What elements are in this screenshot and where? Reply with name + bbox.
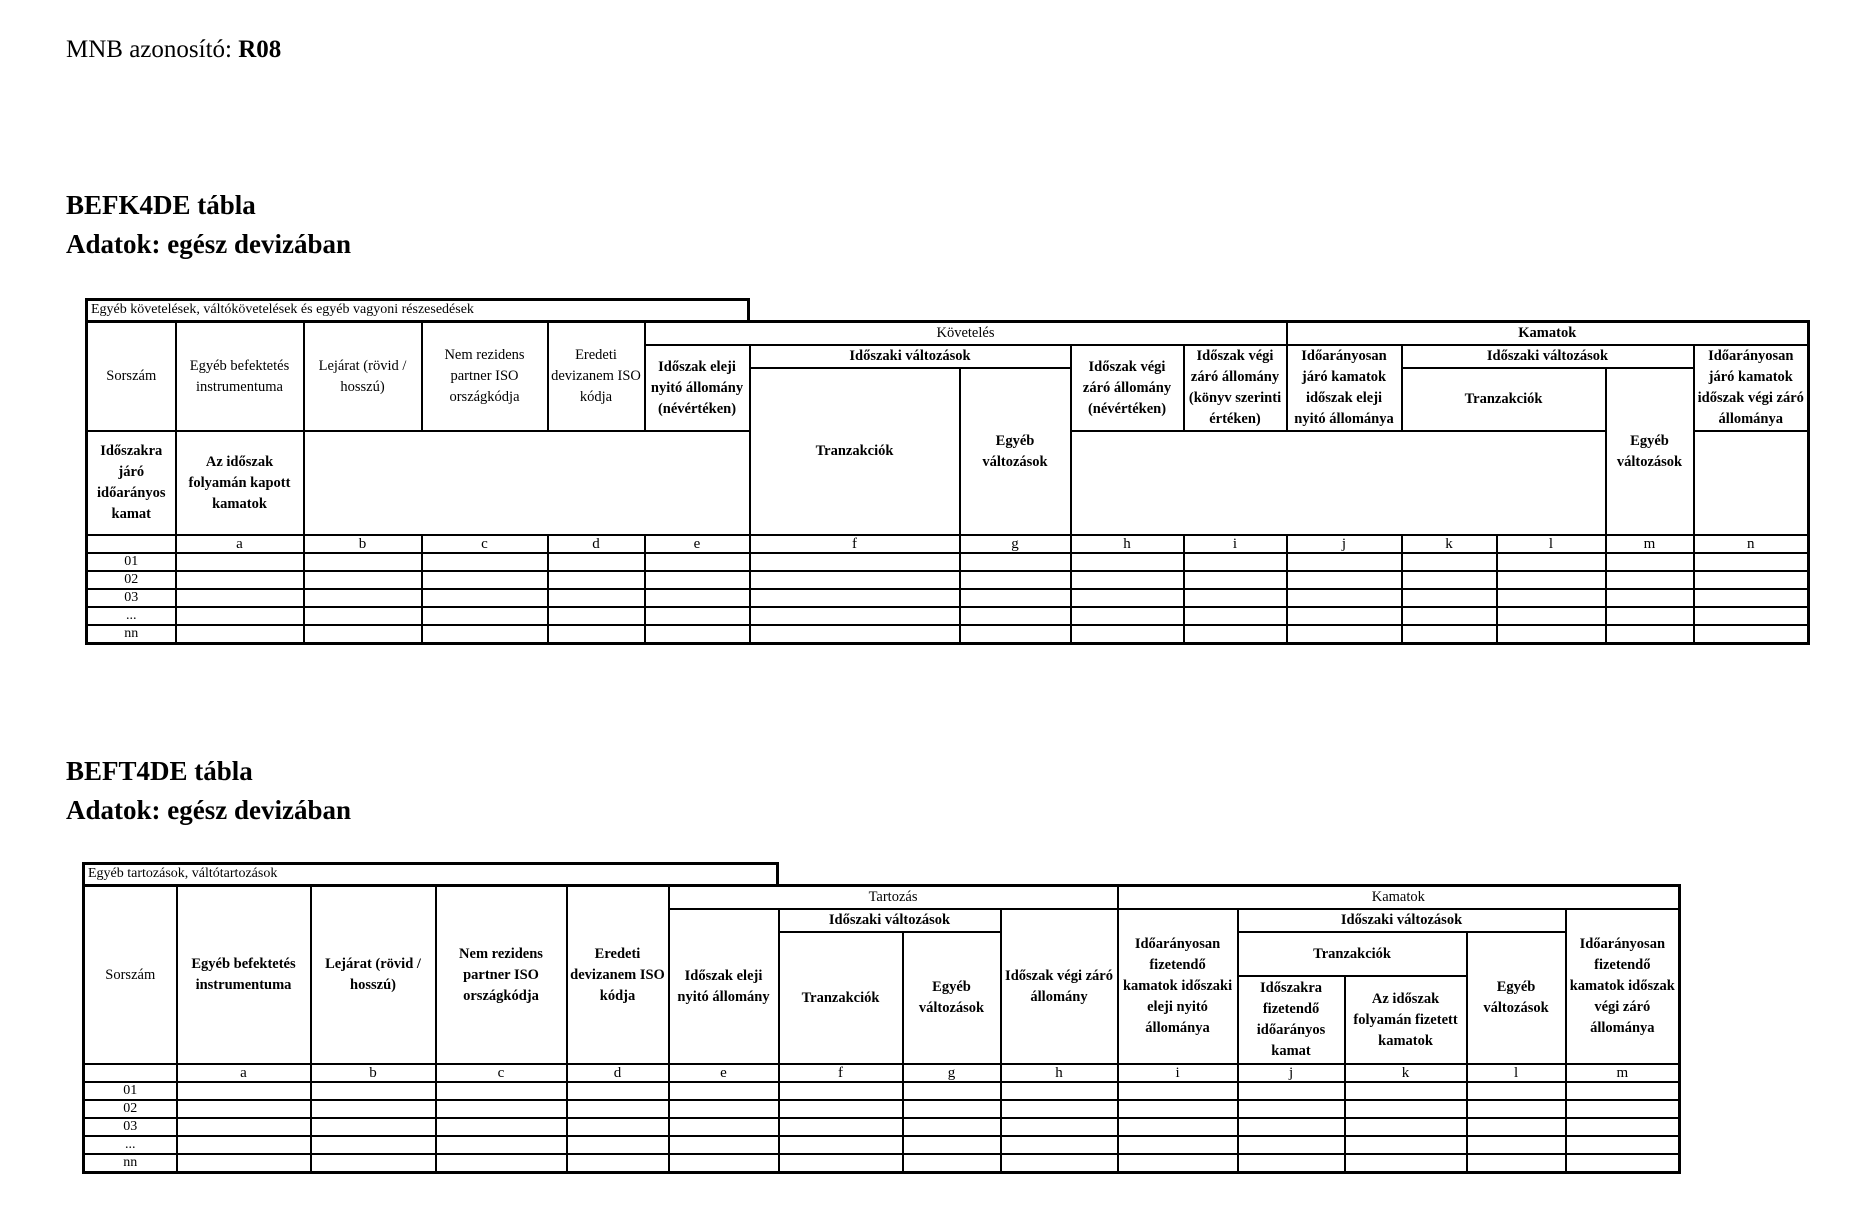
t2-cell-i[interactable] [1118,1118,1238,1136]
table2-frame-label: Egyéb tartozások, váltótartozások [82,862,779,886]
t2-cell-d[interactable] [567,1118,669,1136]
t2-cell-a[interactable] [177,1118,311,1136]
t2-cell-g[interactable] [903,1154,1001,1173]
t1-cell-i[interactable] [1184,589,1287,607]
t2-row-label: nn [84,1154,177,1173]
t2-col-i: Időarányosan fizetendő kamatok időszaki eleji nyitó állománya [1118,909,1238,1064]
mnb-code: R08 [238,36,282,63]
t1-col-sorszam: Sorszám [87,322,176,432]
table-row [87,625,1809,644]
t1-cell-l[interactable] [1497,625,1606,644]
t1-cell-e[interactable] [645,571,750,589]
table-row [84,1154,1680,1173]
t1-cell-h[interactable] [1071,553,1184,571]
t1-cell-b[interactable] [304,571,422,589]
t2-col-b: Lejárat (rövid / hosszú) [311,886,436,1065]
t2-cell-b[interactable] [311,1136,436,1154]
table-row [87,571,1809,589]
t2-cell-h[interactable] [1001,1154,1118,1173]
t1-cell-n[interactable] [1694,625,1809,644]
table1-frame-label: Egyéb követelések, váltókövetelések és egyéb vagyoni részesedések [85,298,750,322]
t1-col-a: Egyéb befektetés instrumentuma [176,322,304,432]
t2-cell-c[interactable] [436,1118,567,1136]
t2-letter-empty [84,1064,177,1082]
t2-cell-k[interactable] [1345,1082,1467,1100]
t2-col-g: Egyéb változások [903,932,1001,1064]
t2-cell-m[interactable] [1566,1136,1680,1154]
t1-letter-m: m [1606,535,1694,553]
t2-cell-c[interactable] [436,1082,567,1100]
t2-cell-j[interactable] [1238,1100,1345,1118]
t1-letter-d: d [548,535,645,553]
t1-cell-b[interactable] [304,589,422,607]
t1-letter-h: h [1071,535,1184,553]
t1-cell-l[interactable] [1497,607,1606,625]
t2-cell-d[interactable] [567,1100,669,1118]
t1-cell-n[interactable] [1694,607,1809,625]
t1-cell-j[interactable] [1287,589,1402,607]
table2-grid [82,884,1681,1174]
t2-row-label: 03 [84,1118,177,1136]
t2-letter-a: a [177,1064,311,1082]
t2-cell-k[interactable] [1345,1136,1467,1154]
t1-cell-j[interactable] [1287,571,1402,589]
t1-cell-k[interactable] [1402,571,1497,589]
t1-cell-d[interactable] [548,625,645,644]
t2-cell-f[interactable] [779,1136,903,1154]
t1-cell-k[interactable] [1402,607,1497,625]
t1-cell-h[interactable] [1071,607,1184,625]
t1-row-label: 03 [87,589,176,607]
t2-col-d: Eredeti devizanem ISO kódja [567,886,669,1065]
t2-cell-c[interactable] [436,1100,567,1118]
t1-cell-n[interactable] [1694,589,1809,607]
t2-cell-j[interactable] [1238,1118,1345,1136]
t1-col-d: Eredeti devizanem ISO kódja [548,322,645,432]
t2-col-c: Nem rezidens partner ISO országkódja [436,886,567,1065]
t2-letter-i: i [1118,1064,1238,1082]
t1-cell-m[interactable] [1606,607,1694,625]
t1-cell-d[interactable] [548,607,645,625]
t1-cell-e[interactable] [645,589,750,607]
t2-letter-f: f [779,1064,903,1082]
t1-sub-transactions: Tranzakciók [1402,368,1606,431]
table1-subtitle: Adatok: egész devizában [66,229,351,259]
t1-letter-i: i [1184,535,1287,553]
t1-cell-l[interactable] [1497,571,1606,589]
t1-cell-h[interactable] [1071,571,1184,589]
t2-letter-m: m [1566,1064,1680,1082]
t2-sub-periodic-2: Időszaki változások [1238,909,1566,932]
t1-row-label: 01 [87,553,176,571]
t1-cell-b[interactable] [304,607,422,625]
t1-cell-a[interactable] [176,553,304,571]
t2-cell-i[interactable] [1118,1082,1238,1100]
t2-cell-g[interactable] [903,1136,1001,1154]
t2-cell-e[interactable] [669,1136,779,1154]
t1-col-h: Időszak végi záró állomány (névértéken) [1071,345,1184,431]
t1-cell-g[interactable] [960,625,1071,644]
t1-cell-f[interactable] [750,553,960,571]
t2-row-label: 02 [84,1100,177,1118]
t2-letter-c: c [436,1064,567,1082]
t1-sub-periodic: Időszaki változások [750,345,1071,368]
t2-cell-e[interactable] [669,1154,779,1173]
table-row [84,1100,1680,1118]
t2-letter-h: h [1001,1064,1118,1082]
t2-group-interest: Kamatok [1118,886,1680,910]
table-row [87,589,1809,607]
t1-cell-g[interactable] [960,589,1071,607]
table1-grid [85,320,1810,645]
t1-cell-k[interactable] [1402,553,1497,571]
t1-row-label: nn [87,625,176,644]
t1-col-b: Lejárat (rövid / hosszú) [304,322,422,432]
t2-sub-periodic: Időszaki változások [779,909,1001,932]
t1-cell-e[interactable] [645,553,750,571]
t1-cell-c[interactable] [422,607,548,625]
t2-cell-j[interactable] [1238,1082,1345,1100]
t2-col-e: Időszak eleji nyitó állomány [669,909,779,1064]
t2-cell-h[interactable] [1001,1136,1118,1154]
t1-group-main: Követelés [645,322,1287,346]
t2-cell-f[interactable] [779,1118,903,1136]
table-row [87,607,1809,625]
t2-cell-b[interactable] [311,1154,436,1173]
t1-letter-g: g [960,535,1071,553]
t1-cell-g[interactable] [960,607,1071,625]
t1-cell-i[interactable] [1184,571,1287,589]
t1-group-interest: Kamatok [1287,322,1809,346]
t2-cell-i[interactable] [1118,1136,1238,1154]
t1-letter-n: n [1694,535,1809,553]
t2-sub-transactions: Tranzakciók [1238,932,1467,976]
t2-cell-d[interactable] [567,1082,669,1100]
t2-letter-k: k [1345,1064,1467,1082]
t1-col-f: Tranzakciók [750,368,960,535]
t1-cell-g[interactable] [960,571,1071,589]
t1-cell-f[interactable] [750,589,960,607]
t1-cell-b[interactable] [304,553,422,571]
t2-cell-l[interactable] [1467,1154,1566,1173]
t2-row-label: 01 [84,1082,177,1100]
mnb-prefix: MNB azonosító: [66,36,232,63]
t1-cell-l[interactable] [1497,553,1606,571]
t2-letter-b: b [311,1064,436,1082]
t1-letter-b: b [304,535,422,553]
t2-cell-a[interactable] [177,1100,311,1118]
t1-cell-a[interactable] [176,607,304,625]
t2-cell-h[interactable] [1001,1118,1118,1136]
t1-cell-g[interactable] [960,553,1071,571]
t2-cell-h[interactable] [1001,1100,1118,1118]
t2-cell-m[interactable] [1566,1154,1680,1173]
t1-cell-m[interactable] [1606,625,1694,644]
t1-col-n: Időarányosan járó kamatok időszak végi záró állománya [1694,345,1809,431]
t1-sub-periodic-2: Időszaki változások [1402,345,1694,368]
t1-col-i: Időszak végi záró állomány (könyv szerinti értéken) [1184,345,1287,431]
t2-letter-l: l [1467,1064,1566,1082]
table-row [84,1118,1680,1136]
t2-cell-h[interactable] [1001,1082,1118,1100]
t2-letter-g: g [903,1064,1001,1082]
t2-cell-k[interactable] [1345,1100,1467,1118]
table1-title: BEFK4DE tábla [66,190,256,220]
t1-cell-f[interactable] [750,571,960,589]
t1-cell-e[interactable] [645,625,750,644]
t1-letter-empty [87,535,176,553]
t2-cell-g[interactable] [903,1118,1001,1136]
t1-row-label: 02 [87,571,176,589]
t1-cell-j[interactable] [1287,607,1402,625]
t1-cell-i[interactable] [1184,553,1287,571]
t2-cell-c[interactable] [436,1136,567,1154]
t1-cell-i[interactable] [1184,625,1287,644]
t2-cell-l[interactable] [1467,1100,1566,1118]
table-row [84,1082,1680,1100]
t1-letter-a: a [176,535,304,553]
t1-col-m: Egyéb változások [1606,368,1694,535]
t1-col-j: Időarányosan járó kamatok időszak eleji nyitó állománya [1287,345,1402,431]
t1-cell-d[interactable] [548,589,645,607]
t2-cell-a[interactable] [177,1136,311,1154]
t1-cell-c[interactable] [422,553,548,571]
t2-cell-k[interactable] [1345,1118,1467,1136]
t1-letter-k: k [1402,535,1497,553]
t2-cell-m[interactable] [1566,1082,1680,1100]
t1-col-k: Időszakra járó időarányos kamat [87,431,176,535]
t2-letter-j: j [1238,1064,1345,1082]
t1-cell-k[interactable] [1402,625,1497,644]
t2-col-m: Időarányosan fizetendő kamatok időszak végi záró állománya [1566,909,1680,1064]
t2-cell-f[interactable] [779,1154,903,1173]
t2-cell-m[interactable] [1566,1118,1680,1136]
t2-cell-k[interactable] [1345,1154,1467,1173]
t1-cell-c[interactable] [422,625,548,644]
t2-letter-d: d [567,1064,669,1082]
t1-letter-l: l [1497,535,1606,553]
t1-cell-m[interactable] [1606,571,1694,589]
t1-cell-a[interactable] [176,571,304,589]
t2-col-k: Az időszak folyamán fizetett kamatok [1345,976,1467,1064]
t1-letter-e: e [645,535,750,553]
t2-cell-e[interactable] [669,1082,779,1100]
t1-cell-m[interactable] [1606,553,1694,571]
t2-cell-d[interactable] [567,1154,669,1173]
t2-cell-g[interactable] [903,1082,1001,1100]
t1-cell-d[interactable] [548,553,645,571]
t1-col-g: Egyéb változások [960,368,1071,535]
t2-cell-m[interactable] [1566,1100,1680,1118]
t2-cell-a[interactable] [177,1154,311,1173]
t1-cell-b[interactable] [304,625,422,644]
t2-col-a: Egyéb befektetés instrumentuma [177,886,311,1065]
t2-group-main: Tartozás [669,886,1118,910]
t2-cell-j[interactable] [1238,1154,1345,1173]
t2-col-l: Egyéb változások [1467,932,1566,1064]
t2-cell-g[interactable] [903,1100,1001,1118]
t1-col-e: Időszak eleji nyitó állomány (névértéken) [645,345,750,431]
t1-cell-n[interactable] [1694,553,1809,571]
t1-cell-a[interactable] [176,625,304,644]
t2-col-f: Tranzakciók [779,932,903,1064]
t2-cell-l[interactable] [1467,1136,1566,1154]
t1-cell-f[interactable] [750,607,960,625]
t2-cell-a[interactable] [177,1082,311,1100]
t2-col-h: Időszak végi záró állomány [1001,909,1118,1064]
t1-cell-c[interactable] [422,571,548,589]
t2-cell-i[interactable] [1118,1154,1238,1173]
t2-cell-d[interactable] [567,1136,669,1154]
t2-col-sorszam: Sorszám [84,886,177,1065]
t2-cell-l[interactable] [1467,1082,1566,1100]
t1-cell-d[interactable] [548,571,645,589]
t2-cell-e[interactable] [669,1100,779,1118]
t1-cell-j[interactable] [1287,625,1402,644]
t1-cell-h[interactable] [1071,589,1184,607]
t1-cell-a[interactable] [176,589,304,607]
t2-letter-e: e [669,1064,779,1082]
t1-cell-n[interactable] [1694,571,1809,589]
t1-letter-f: f [750,535,960,553]
t1-row-label: ... [87,607,176,625]
t1-cell-k[interactable] [1402,589,1497,607]
t2-cell-b[interactable] [311,1118,436,1136]
t1-cell-l[interactable] [1497,589,1606,607]
t1-cell-h[interactable] [1071,625,1184,644]
t1-letter-c: c [422,535,548,553]
t2-cell-b[interactable] [311,1100,436,1118]
t2-cell-j[interactable] [1238,1136,1345,1154]
t2-cell-l[interactable] [1467,1118,1566,1136]
t2-cell-i[interactable] [1118,1100,1238,1118]
t2-row-label: ... [84,1136,177,1154]
t1-letter-j: j [1287,535,1402,553]
t1-cell-i[interactable] [1184,607,1287,625]
t1-cell-e[interactable] [645,607,750,625]
t1-col-l: Az időszak folyamán kapott kamatok [176,431,304,535]
t2-cell-b[interactable] [311,1082,436,1100]
t2-cell-e[interactable] [669,1118,779,1136]
table-row [87,553,1809,571]
t1-cell-j[interactable] [1287,553,1402,571]
mnb-identifier [66,36,281,64]
t1-cell-f[interactable] [750,625,960,644]
t1-cell-c[interactable] [422,589,548,607]
table2-title: BEFT4DE tábla [66,756,253,786]
t1-cell-m[interactable] [1606,589,1694,607]
table-row [84,1136,1680,1154]
t2-cell-c[interactable] [436,1154,567,1173]
table2-subtitle: Adatok: egész devizában [66,795,351,825]
t2-col-j: Időszakra fizetendő időarányos kamat [1238,976,1345,1064]
t1-col-c: Nem rezidens partner ISO országkódja [422,322,548,432]
t2-cell-f[interactable] [779,1100,903,1118]
t2-cell-f[interactable] [779,1082,903,1100]
